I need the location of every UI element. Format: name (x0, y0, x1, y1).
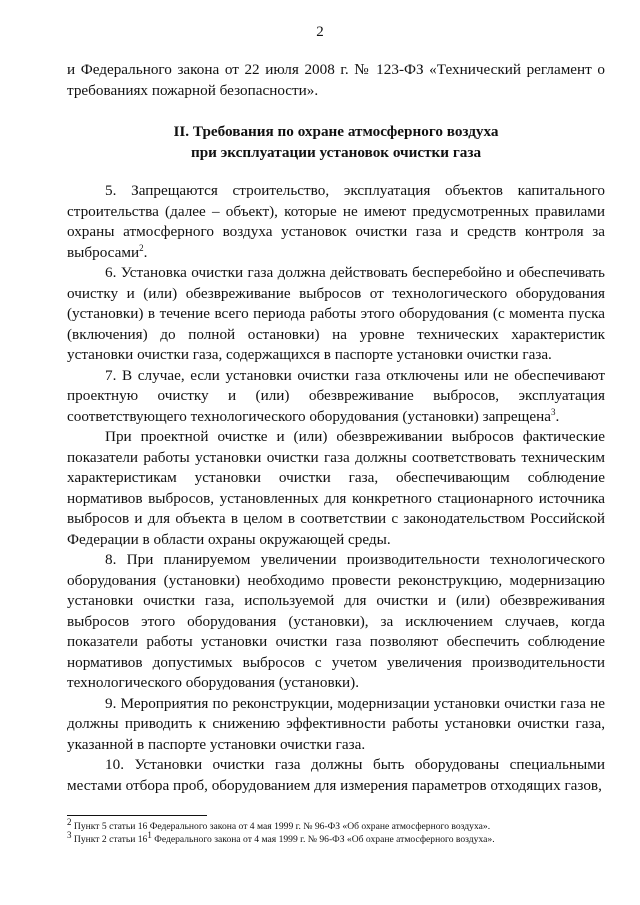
intro-paragraph (67, 60, 605, 101)
footnote-ref-2: 2 (139, 242, 144, 253)
paragraph-6: 6. Установка очистки газа должна действовать бесперебойно и обеспечивать очистку и (или) обезвреживание выбросов от технологического оборудования (установки) в течение всего периода работы этого оборудования (с момента пуска (включения) до полной остановки) на уровне технических характеристик установки очистки газа, содержащихся в паспорте установки очистки газа. (67, 264, 605, 363)
section-title-line2: при эксплуатации установок очистки газа (190, 144, 482, 161)
footnote-3-mark: 3 (67, 829, 72, 840)
footnote-3 (67, 829, 607, 846)
footnote-divider (67, 815, 207, 816)
footnote-2-text: Пункт 5 статьи 16 Федерального закона от 4 мая 1999 г. № 96-ФЗ «Об охране атмосферного воздуха». (71, 821, 491, 832)
footnote-ref-3: 3 (550, 406, 556, 417)
section-title-line1: II. Требования по охране атмосферного воздуха (173, 123, 499, 140)
paragraph-9: 9. Мероприятия по реконструкции, модернизации установки очистки газа не должны приводить к снижению эффективности работы установки очистки газа, указанной в паспорте установки очистки газа. (67, 694, 605, 753)
footnotes (67, 816, 607, 846)
intro-text: и Федерального закона от 22 июля 2008 г. № 123-ФЗ «Технический регламент о требованиях пожарной безопасности». (67, 61, 605, 99)
paragraph-7-end: . (555, 407, 560, 425)
paragraph-8: 8. При планируемом увеличении производительности технологического оборудования (установки) необходимо провести реконструкцию, модернизацию установки очистки газа, используемой для очистки и (или) обезвреживания выбросов этого оборудования (установки), за исключением случаев, когда показатели работы установки очистки газа позволяют обеспечить соблюдение нормативов допустимых выбросов с учетом увеличения производительности технологического оборудования (установки). (67, 551, 605, 691)
footnote-3-text-a: Пункт 2 статьи 16 (71, 834, 148, 845)
paragraph-10: 10. Установки очистки газа должны быть оборудованы специальными местами отбора проб, оборудованием для измерения параметров отходящих газов, (67, 756, 605, 794)
page-number: 2 (316, 24, 324, 40)
paragraph-5-text: 5. Запрещаются строительство, эксплуатация объектов капитального строительства (далее – объект), которые не имеют предусмотренных правилами охраны атмосферного воздуха установок очистки газа и средств контроля за выбросами (67, 182, 605, 261)
paragraph-7-text: 7. В случае, если установки очистки газа отключены или не обеспечивают проектную очистку и (или) обезвреживание выбросов, эксплуатация соответствующего технологического оборудования (установки) запрещена (67, 366, 605, 425)
paragraph-7 (67, 366, 605, 428)
footnote-2-mark: 2 (67, 816, 72, 827)
main-body (67, 181, 605, 796)
section-heading (67, 121, 605, 163)
paragraph-7b: При проектной очистке и (или) обезвреживании выбросов фактические показатели работы установки очистки газа должны соответствовать техническим характеристикам установки очистки газа, обеспечивающим соблюдение нормативов выбросов, установленных для конкретного стационарного источника выбросов и для объекта в целом в соответствии с законодательством Российской Федерации в области охраны окружающей среды. (67, 428, 605, 548)
paragraph-5 (67, 181, 605, 263)
paragraph-5-end: . (143, 243, 148, 261)
footnote-3-sup: 1 (147, 829, 152, 840)
footnote-3-text-b: Федерального закона от 4 мая 1999 г. № 96-ФЗ «Об охране атмосферного воздуха». (151, 834, 495, 845)
